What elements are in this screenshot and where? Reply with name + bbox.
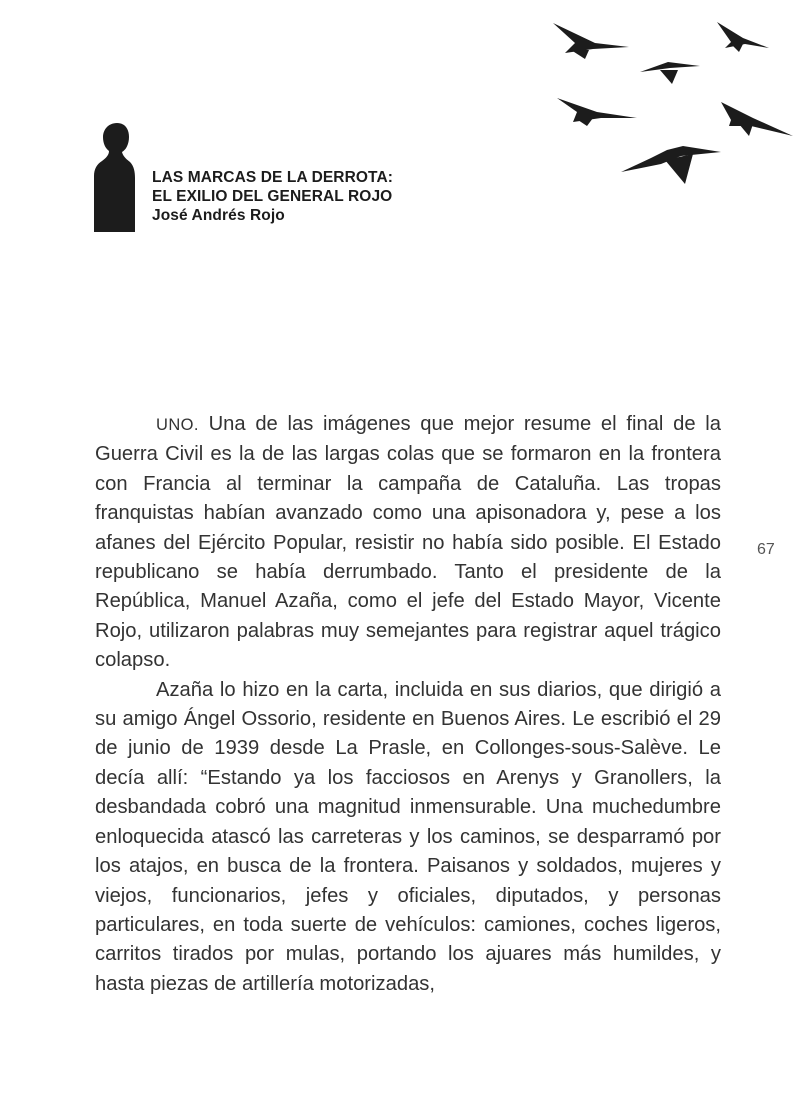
bird-2 (717, 22, 769, 52)
flying-birds-illustration (545, 18, 795, 193)
article-title-line-2: EL EXILIO DEL GENERAL ROJO (152, 188, 393, 205)
section-lead: UNO. (156, 416, 199, 434)
bird-4 (557, 98, 637, 126)
body-text (95, 410, 721, 999)
human-silhouette-icon (94, 120, 136, 232)
paragraph-2: Azaña lo hizo en la carta, incluida en sus diarios, que dirigió a su amigo Ángel Ossorio, residente en Buenos Aires. Le escribió el 29 de junio de 1939 desde La Prasle, en Collonges-sous-Salève. Le decía allí: “Estando ya los facciosos en Arenys y Granollers, la desbandada cobró una magnitud inmensurable. Una muchedumbre enloquecida atascó las carreteras y los caminos, se desparramó por los atajos, en busca de la frontera. Paisanos y soldados, mujeres y viejos, funcionarios, jefes y oficiales, diputados, y personas particulares, en toda suerte de vehículos: camiones, coches ligeros, carritos tirados por mulas, portando los ajuares más humildes, y hasta piezas de artillería motorizadas, (95, 678, 721, 995)
page-number: 67 (757, 541, 775, 558)
article-header (152, 168, 393, 225)
bird-3 (640, 62, 700, 84)
bird-1 (553, 23, 629, 59)
bird-6 (621, 146, 721, 184)
paragraph-1 (95, 410, 721, 676)
article-title-line-1: LAS MARCAS DE LA DERROTA: (152, 169, 394, 186)
bird-5 (721, 102, 793, 136)
paragraph-1-text: Una de las imágenes que mejor resume el final de la Guerra Civil es la de las largas colas que se formaron en la frontera con Francia al terminar la campaña de Cataluña. Las tropas franquistas habían avanzado como una apisonadora y, pese a los afanes del Ejército Popular, resistir no había sido posible. El Estado republicano se había derrumbado. Tanto el presidente de la República, Manuel Azaña, como el jefe del Estado Mayor, Vicente Rojo, utilizaron palabras muy semejantes para registrar aquel trágico colapso. (95, 413, 721, 672)
article-author: José Andrés Rojo (152, 207, 285, 224)
